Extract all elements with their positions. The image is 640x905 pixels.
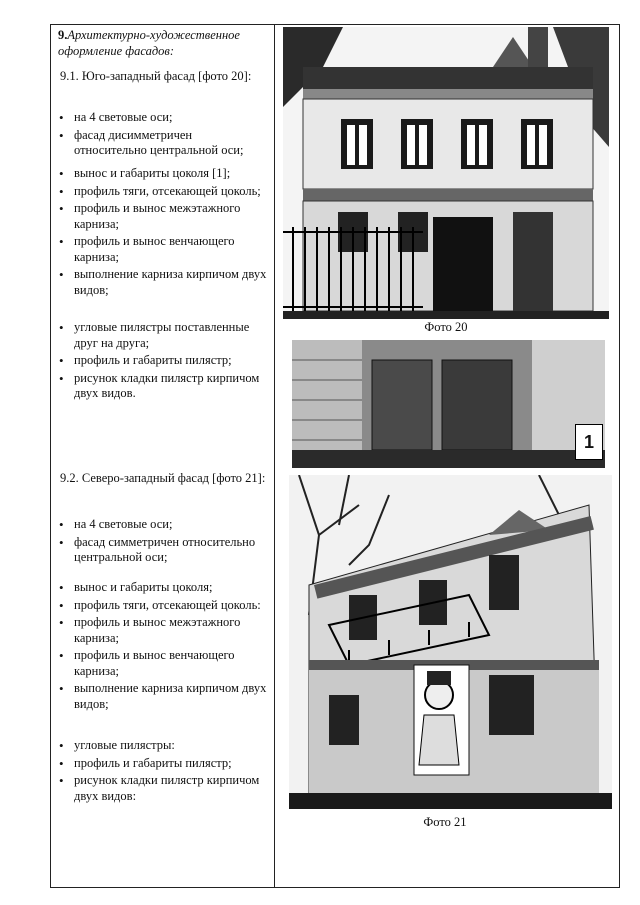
list-item: • вынос и габариты цоколя [1]; — [56, 166, 268, 182]
list-item: • рисунок кладки пилястр кирпичом двух видов. — [56, 371, 268, 402]
list-item: • угловые пилястры поставленные друг на друга; — [56, 320, 268, 351]
photo-21 — [289, 475, 612, 809]
nw-list-1 — [56, 517, 268, 568]
sw-list-2 — [56, 166, 268, 300]
photo-20 — [283, 27, 609, 319]
list-item: • профиль и габариты пилястр; — [56, 756, 268, 772]
nw-list-2 — [56, 580, 268, 714]
list-item: • рисунок кладки пилястр кирпичом двух видов: — [56, 773, 268, 804]
list-item: • профиль и вынос межэтажного карниза; — [56, 615, 268, 646]
list-item: • угловые пилястры: — [56, 738, 268, 754]
section-number: 9. — [58, 28, 68, 42]
list-item: • фасад дисимметричен относительно центральной оси; — [56, 128, 268, 159]
list-item: • профиль и габариты пилястр; — [56, 353, 268, 369]
nw-list-3 — [56, 738, 268, 806]
photo-20-detail — [292, 340, 605, 468]
list-item: • профиль тяги, отсекающей цоколь; — [56, 184, 268, 200]
list-item: • на 4 световые оси; — [56, 517, 268, 533]
sw-facade-heading: 9.1. Юго-западный фасад [фото 20]: — [60, 69, 252, 83]
list-item: • на 4 световые оси; — [56, 110, 268, 126]
photo-21-caption: Фото 21 — [423, 815, 467, 829]
list-item: • профиль тяги, отсекающей цоколь: — [56, 598, 268, 614]
list-item: • выполнение карниза кирпичом двух видов; — [56, 267, 268, 298]
detail-marker-badge: 1 — [575, 424, 603, 460]
list-item: • фасад симметричен относительно центральной оси; — [56, 535, 268, 566]
list-item: • вынос и габариты цоколя; — [56, 580, 268, 596]
section-heading — [58, 28, 268, 59]
nw-facade-heading: 9.2. Северо-западный фасад [фото 21]: — [60, 471, 266, 485]
list-item: • профиль и вынос межэтажного карниза; — [56, 201, 268, 232]
list-item: • профиль и вынос венчающего карниза; — [56, 234, 268, 265]
list-item: • профиль и вынос венчающего карниза; — [56, 648, 268, 679]
column-divider — [274, 24, 275, 888]
list-item: • выполнение карниза кирпичом двух видов; — [56, 681, 268, 712]
photo-20-caption: Фото 20 — [424, 320, 468, 334]
sw-list-1 — [56, 110, 268, 161]
sw-list-3 — [56, 320, 268, 404]
section-title: Архитектурно-художественное оформление фасадов: — [58, 28, 240, 58]
